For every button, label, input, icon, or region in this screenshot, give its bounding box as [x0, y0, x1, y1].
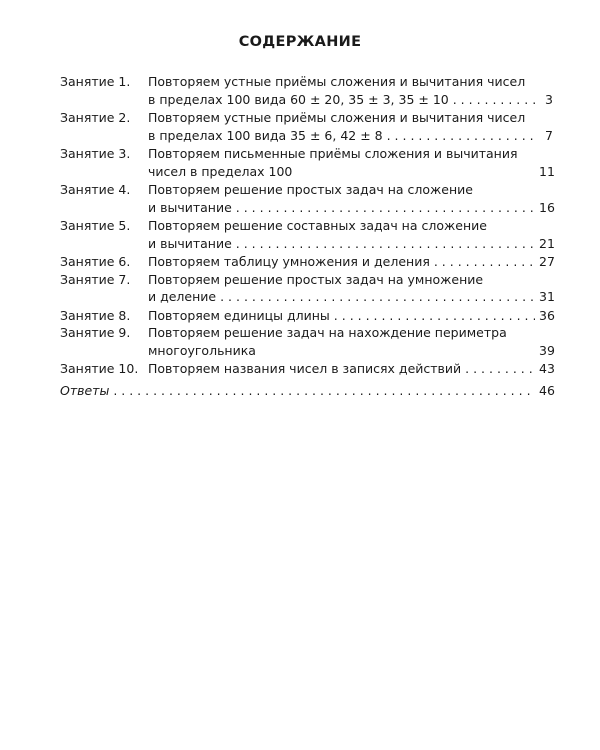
toc-entry-page: 46 [539, 382, 555, 398]
toc-entry-label: Занятие 1. [60, 74, 131, 89]
toc-entry-page: 39 [539, 342, 555, 358]
toc-entry-title-line: Повторяем единицы длины [148, 307, 330, 323]
dot-leader [220, 288, 535, 306]
toc-entry-page: 31 [539, 289, 555, 304]
dot-leader [113, 382, 535, 400]
toc-entry-6[interactable] [60, 253, 553, 271]
toc-entry-title-line: Повторяем решение простых задач на сложение [148, 182, 473, 197]
dot-leader [387, 127, 535, 145]
toc-entry-title-line: Повторяем названия чисел в записях действий [148, 361, 462, 376]
toc-entry-label: Занятие 4. [60, 182, 131, 197]
toc-entry-title-line: Повторяем решение задач на нахождение периметра [148, 325, 507, 340]
toc-entry-page: 21 [539, 235, 555, 251]
toc-entry-title-line: многоугольника [148, 342, 256, 358]
dot-leader [453, 91, 535, 109]
toc-entry-title-line: в пределах 100 вида 60 ± 20, 35 ± 3, 35 ± 10 [148, 91, 449, 107]
toc-entry-title-line: Повторяем устные приёмы сложения и вычитания чисел [148, 74, 526, 89]
toc-entry-label: Занятие 7. [60, 271, 131, 287]
toc-entry-2[interactable] [60, 109, 553, 144]
toc-entry-page: 7 [545, 127, 553, 143]
toc-entry-page: 16 [539, 199, 555, 215]
toc-entry-title-line: чисел в пределах 100 [148, 163, 293, 179]
toc-entry-4[interactable] [60, 181, 553, 216]
toc-answers-label: Ответы [60, 382, 110, 398]
toc-entry-5[interactable] [60, 217, 553, 252]
toc-entry-label: Занятие 6. [60, 254, 131, 269]
toc-entry-label: Занятие 3. [60, 146, 131, 161]
dot-leader [236, 235, 535, 253]
table-of-contents [60, 73, 553, 399]
toc-entry-label: Занятие 9. [60, 325, 131, 340]
dot-leader [434, 253, 535, 271]
toc-entry-title-line: в пределах 100 вида 35 ± 6, 42 ± 8 [148, 127, 383, 143]
toc-entry-page: 3 [545, 91, 553, 107]
toc-entry-page: 36 [539, 307, 555, 323]
toc-entry-page: 11 [539, 163, 555, 179]
page-title: СОДЕРЖАНИЕ [238, 34, 362, 50]
toc-entry-title-line: и деление [148, 289, 217, 304]
toc-entry-label: Занятие 10. [60, 361, 139, 376]
toc-entry-7[interactable] [60, 271, 553, 306]
toc-entry-title-line: и вычитание [148, 199, 232, 215]
toc-entry-title-line: и вычитание [148, 235, 232, 251]
toc-entry-label: Занятие 2. [60, 110, 131, 125]
toc-entry-title-line: Повторяем решение простых задач на умножение [148, 271, 484, 287]
toc-entry-title-line: Повторяем устные приёмы сложения и вычитания чисел [148, 110, 526, 125]
toc-entry-page: 43 [539, 361, 555, 376]
toc-entry-8[interactable] [60, 307, 553, 325]
toc-entry-title-line: Повторяем таблицу умножения и деления [148, 254, 430, 269]
toc-entry-title-line: Повторяем письменные приёмы сложения и вычитания [148, 146, 518, 161]
toc-entry-1[interactable] [60, 73, 553, 108]
toc-entry-3[interactable] [60, 145, 553, 180]
toc-entry-answers[interactable] [60, 382, 553, 400]
toc-entry-page: 27 [539, 254, 555, 269]
toc-entry-10[interactable] [60, 360, 553, 378]
toc-entry-9[interactable] [60, 324, 553, 359]
toc-entry-label: Занятие 5. [60, 218, 131, 233]
dot-leader [236, 199, 535, 217]
dot-leader [334, 307, 535, 325]
toc-entry-label: Занятие 8. [60, 307, 131, 323]
toc-entry-title-line: Повторяем решение составных задач на сложение [148, 218, 487, 233]
dot-leader [465, 360, 535, 378]
